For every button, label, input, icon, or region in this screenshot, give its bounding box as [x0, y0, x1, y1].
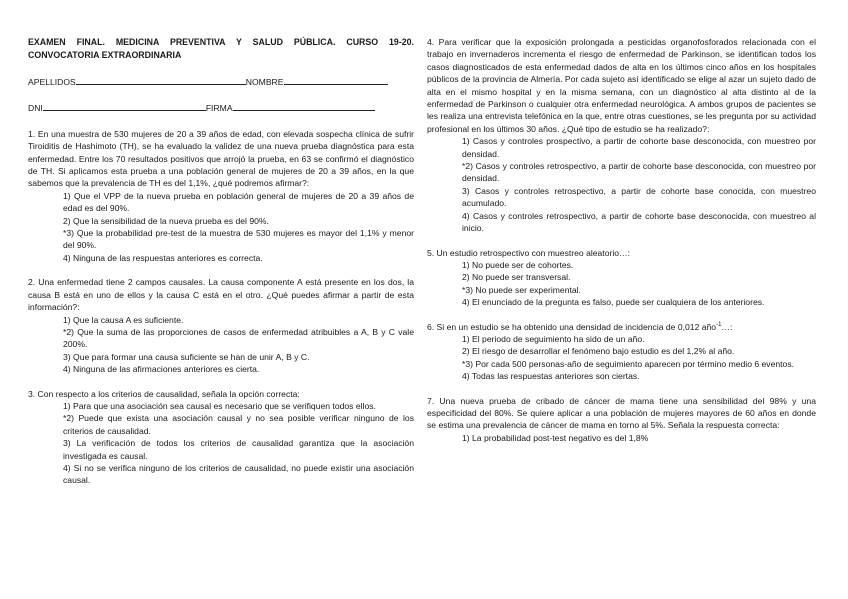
- answer-option: 1) El periodo de seguimiento ha sido de un año.: [462, 333, 645, 344]
- answer-option: 1) Que el VPP de la nueva prueba en población general de mujeres de 20 a 39 años de edad es del 90%.: [63, 190, 414, 214]
- question-1: [28, 128, 414, 264]
- question-4: [427, 36, 816, 235]
- answer-option: 4) Ninguna de las respuestas anteriores es correcta.: [63, 252, 263, 263]
- question-5: [427, 247, 816, 309]
- answer-option: 1) La probabilidad post-test negativo es del 1,8%: [462, 432, 649, 443]
- question-stem: 7. Una nueva prueba de cribado de cáncer de mama tiene una sensibilidad del 98% y una especificidad del 80%. Se quiere aplicar a una población de mujeres mayores de 60 años en donde se estima una prevalencia de cáncer de mama en torno al 5%. Señala la respuesta correcta:: [427, 395, 816, 431]
- answer-option: 2) No puede ser transversal.: [462, 272, 571, 283]
- right-column: [427, 36, 816, 456]
- apellidos-input-line[interactable]: [76, 75, 246, 85]
- title-line-2: CONVOCATORIA EXTRAORDINARIA: [28, 50, 182, 60]
- question-stem: [427, 321, 816, 333]
- stem-exponent: -1: [716, 321, 722, 328]
- answer-option: 2) Que la sensibilidad de la nueva prueba es del 90%.: [63, 215, 269, 226]
- answer-option: 1) Que la causa A es suficiente.: [63, 314, 184, 325]
- answer-option: 4) Ninguna de las afirmaciones anteriores es cierta.: [63, 364, 260, 375]
- firma-label: FIRMA: [205, 103, 233, 114]
- answer-option: 1) Para que una asociación sea causal es necesario que se verifiquen todos ellos.: [63, 400, 376, 411]
- dni-label: DNI: [28, 103, 43, 114]
- answer-option: 2) El riesgo de desarrollar el fenómeno bajo estudio es del 1,2% al año.: [462, 346, 735, 357]
- answer-option: *3) No puede ser experimental.: [462, 284, 581, 295]
- question-2: [28, 276, 414, 375]
- answer-option: *3) Que la probabilidad pre-test de la muestra de 530 mujeres es mayor del 1,1% y menor del 90%.: [63, 228, 414, 251]
- answer-option: 4) Todas las respuestas anteriores son ciertas.: [462, 371, 640, 382]
- stem-text: 6. Si en un estudio se ha obtenido una densidad de incidencia de 0,012 año: [427, 321, 717, 332]
- id-fields-row: [28, 101, 414, 114]
- exam-title: [28, 36, 414, 62]
- answer-option: 1) Casos y controles prospectivo, a partir de cohorte base desconocida, con muestreo por densidad.: [462, 136, 816, 159]
- nombre-label: NOMBRE: [245, 77, 284, 87]
- answer-option: 4) Casos y controles retrospectivo, a partir de cohorte base desconocida, con muestreo al inicio.: [462, 210, 816, 234]
- answer-option: 4) El enunciado de la pregunta es falso, puede ser cualquiera de los anteriores.: [462, 297, 765, 308]
- question-6: [427, 321, 816, 383]
- answer-option: *2) Casos y controles retrospectivo, a partir de cohorte base desconocida, con muestreo por densidad.: [462, 161, 816, 184]
- answer-option: *2) Que la suma de las proporciones de casos de enfermedad atribuibles a A, B y C vale 200%.: [63, 326, 414, 350]
- question-stem: 5. Un estudio retrospectivo con muestreo aleatorio…:: [427, 247, 631, 258]
- answer-option: 4) Si no se verifica ninguno de los criterios de causalidad, no puede existir una asociación causal.: [63, 462, 414, 486]
- nombre-input-line[interactable]: [284, 75, 388, 85]
- question-stem: 2. Una enfermedad tiene 2 campos causales. La causa componente A está presente en los dos, la causa B está en uno de ellos y la causa C está en el otro. ¿Qué puedes afirmar a partir de esta información?:: [28, 277, 414, 313]
- question-stem: 4. Para verificar que la exposición prolongada a pesticidas organofosforados relacionada con el trabajo en invernaderos incrementa el riesgo de enfermedad de Parkinson, se identifican todos los casos diagnosticados de esta enfermedad dados de alta en los últimos cinco años en los hospitales públicos de la provincia de Almería. Por cada sujeto así identificado se elige al azar un sujeto dado de alta en el mismo hospital y en la misma semana, con un diagnóstico al alta distinto al de la enfermedad de Parkinson o cualquier otra enfermedad neurológica. A ambos grupos de pacientes se les realiza una entrevista telefónica en la que, entre otras cuestiones, se les pregunta por su actividad profesional en los últimos 30 años. ¿Qué tipo de estudio se ha realizado?:: [427, 37, 816, 134]
- answer-option: 1) No puede ser de cohortes.: [462, 259, 574, 270]
- dni-input-line[interactable]: [43, 101, 206, 111]
- question-3: [28, 388, 414, 487]
- answer-option: 3) Que para formar una causa suficiente se han de unir A, B y C.: [63, 351, 310, 362]
- left-column: [28, 36, 414, 499]
- answer-option: *2) Puede que exista una asociación causal y no sea posible verificar ninguno de los criterios de causalidad.: [63, 413, 414, 436]
- firma-input-line[interactable]: [233, 101, 375, 111]
- answer-option: 3) La verificación de todos los criterios de causalidad garantiza que la asociación investigada es causal.: [63, 438, 414, 461]
- question-7: [427, 395, 816, 445]
- question-stem: 3. Con respecto a los criterios de causalidad, señala la opción correcta:: [28, 388, 300, 399]
- name-fields-row: [28, 75, 414, 88]
- apellidos-label: APELLIDOS: [28, 77, 76, 87]
- title-line-1: EXAMEN FINAL. MEDICINA PREVENTIVA Y SALUD PÚBLICA. CURSO 19-20.: [28, 37, 414, 47]
- answer-option: 3) Casos y controles retrospectivo, a partir de cohorte base conocida, con muestreo acumulado.: [462, 185, 816, 209]
- question-stem: 1. En una muestra de 530 mujeres de 20 a 39 años de edad, con elevada sospecha clínica de sufrir Tiroiditis de Hashimoto (TH), se ha evaluado la validez de una nueva prueba diagnóstica para esta enfermedad. Entre los 70 resultados positivos que arrojó la prueba, en 63 se confirmó el diagnóstico de TH. Si aplicamos esta prueba a una población general de mujeres de 20 a 39 años, en la que sabemos que la prevalencia de TH es del 1,1%, ¿qué podremos afirmar?:: [28, 128, 414, 189]
- answer-option: *3) Por cada 500 personas-año de seguimiento aparecen por término medio 6 eventos.: [462, 358, 795, 369]
- stem-ellipsis: …:: [721, 321, 733, 332]
